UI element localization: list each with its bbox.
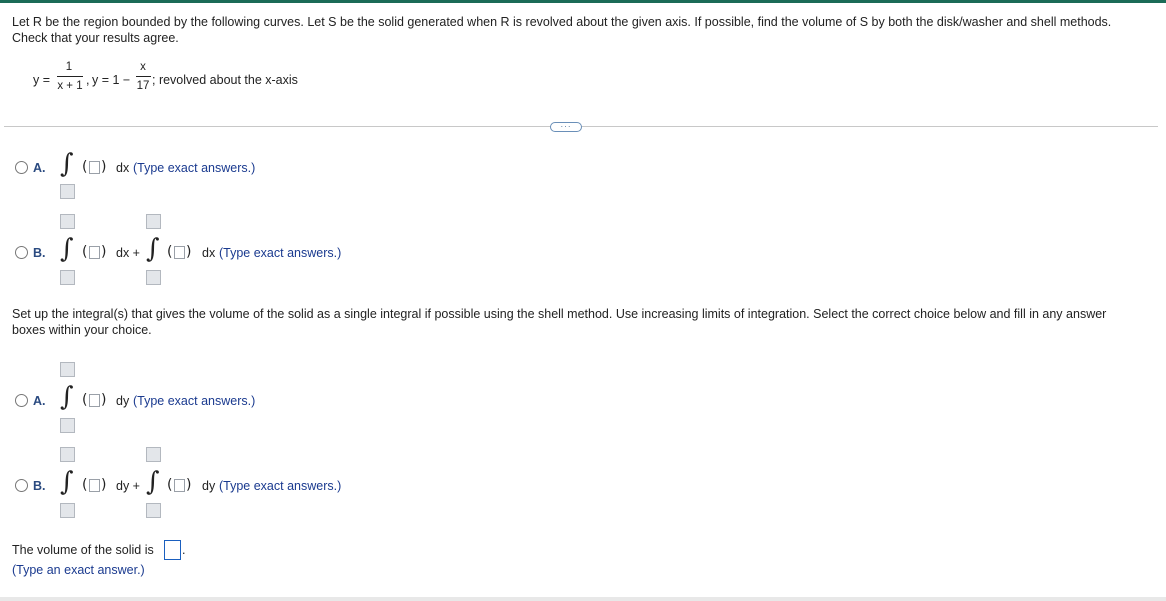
open-paren: ( (82, 244, 88, 260)
volume-hint: (Type an exact answer.) (12, 563, 145, 577)
upper-limit-box[interactable] (60, 362, 75, 377)
integral-sign-icon: ∫ (146, 234, 160, 264)
dy-plus-label: dy + (116, 479, 140, 493)
type-exact-hint: (Type exact answers.) (219, 246, 342, 260)
eq2-denominator: 17 (136, 80, 150, 92)
dy-label: dy (116, 394, 130, 408)
lower-limit-box-2[interactable] (146, 270, 161, 285)
integrand-box[interactable] (89, 479, 100, 492)
shell-option-a-label: A. (33, 394, 46, 408)
washer-option-a-label: A. (33, 161, 46, 175)
axis-text: ; revolved about the x-axis (152, 73, 298, 87)
lower-limit-box[interactable] (60, 503, 75, 518)
open-paren: ( (82, 159, 88, 175)
problem-intro: Let R be the region bounded by the following curves. Let S be the solid generated when R is revolved about the given axis. If possible, find the volume of S by both the disk/washer and shell methods. Check that your results agree. (12, 15, 1112, 45)
shell-instruction: Set up the integral(s) that gives the volume of the solid as a single integral if possible using the shell method. Use increasing limits of integration. Select the correct choice below and fill in any answer boxes within your choice. (12, 307, 1107, 337)
close-paren: ) (101, 159, 107, 175)
integrand-box-2[interactable] (174, 246, 185, 259)
integral-sign-icon: ∫ (60, 467, 74, 497)
dx-label: dx (202, 246, 216, 260)
dx-label: dx (116, 161, 130, 175)
dy-label: dy (202, 479, 216, 493)
washer-option-a-radio[interactable] (15, 161, 28, 174)
upper-limit-box[interactable] (60, 447, 75, 462)
shell-option-b-label: B. (33, 479, 46, 493)
lower-limit-box[interactable] (60, 270, 75, 285)
eq2-numerator: x (140, 61, 146, 73)
volume-period: . (182, 543, 186, 557)
upper-limit-box-2[interactable] (146, 214, 161, 229)
integral-sign-icon: ∫ (60, 149, 74, 179)
type-exact-hint: (Type exact answers.) (219, 479, 342, 493)
eq1-numerator: 1 (65, 61, 73, 73)
washer-option-b-radio[interactable] (15, 246, 28, 259)
more-button[interactable]: ··· (550, 122, 582, 132)
volume-answer-box[interactable] (164, 540, 181, 560)
close-paren: ) (186, 244, 192, 260)
top-accent-bar (0, 0, 1166, 3)
lower-limit-box[interactable] (60, 184, 75, 199)
dx-plus-label: dx + (116, 246, 140, 260)
eq1-lhs: y = (33, 73, 51, 87)
type-exact-hint: (Type exact answers.) (133, 394, 256, 408)
shell-option-b-radio[interactable] (15, 479, 28, 492)
type-exact-hint: (Type exact answers.) (133, 161, 256, 175)
integrand-box[interactable] (89, 161, 100, 174)
eq1-fraction-bar (57, 76, 83, 77)
open-paren: ( (167, 477, 173, 493)
shell-option-a-radio[interactable] (15, 394, 28, 407)
open-paren: ( (82, 392, 88, 408)
upper-limit-box[interactable] (60, 214, 75, 229)
close-paren: ) (101, 392, 107, 408)
integrand-box[interactable] (89, 246, 100, 259)
close-paren: ) (186, 477, 192, 493)
integrand-box-2[interactable] (174, 479, 185, 492)
volume-prompt: The volume of the solid is (12, 543, 154, 557)
close-paren: ) (101, 244, 107, 260)
eq2-fraction-bar (136, 76, 151, 77)
integral-sign-icon: ∫ (60, 382, 74, 412)
eq-comma: , (86, 73, 90, 87)
washer-option-b-label: B. (33, 246, 46, 260)
integrand-box[interactable] (89, 394, 100, 407)
integral-sign-icon: ∫ (60, 234, 74, 264)
upper-limit-box-2[interactable] (146, 447, 161, 462)
integral-sign-icon: ∫ (146, 467, 160, 497)
lower-limit-box-2[interactable] (146, 503, 161, 518)
lower-limit-box[interactable] (60, 418, 75, 433)
eq2-lhs: y = 1 − (92, 73, 131, 87)
close-paren: ) (101, 477, 107, 493)
open-paren: ( (167, 244, 173, 260)
bottom-bar (0, 597, 1166, 601)
eq1-denominator: x + 1 (57, 80, 83, 92)
open-paren: ( (82, 477, 88, 493)
